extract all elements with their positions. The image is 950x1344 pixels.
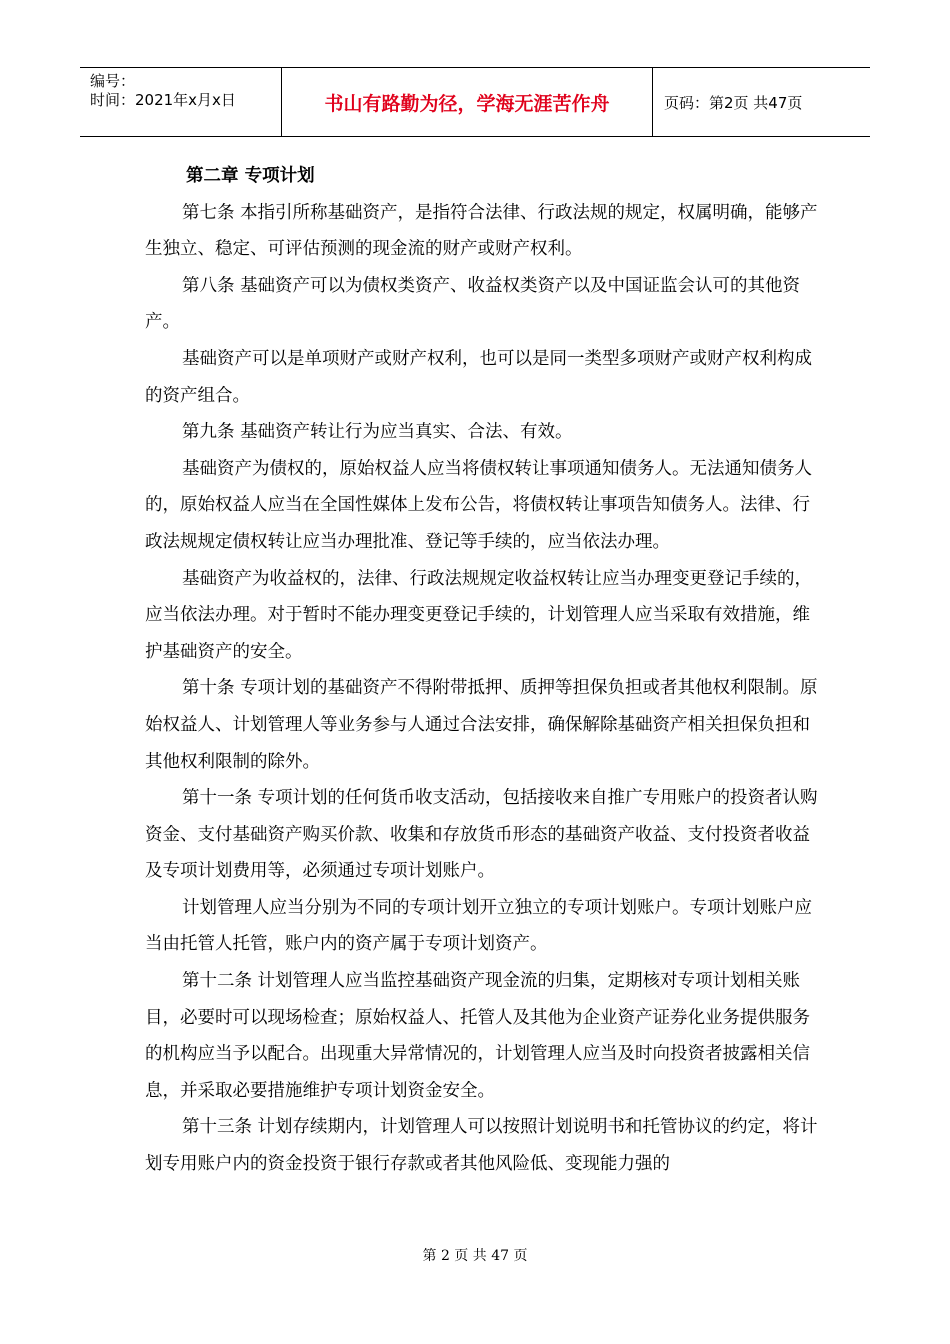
page-header — [80, 67, 870, 137]
paragraph: 计划管理人应当分别为不同的专项计划开立独立的专项计划账户。专项计划账户应当由托管人托管，账户内的资产属于专项计划资产。 — [145, 897, 812, 955]
paragraph: 第八条 基础资产可以为债权类资产、收益权类资产以及中国证监会认可的其他资产。 — [145, 275, 801, 333]
paragraph: 基础资产为收益权的，法律、行政法规规定收益权转让应当办理变更登记手续的，应当依法办理。对于暂时不能办理变更登记手续的，计划管理人应当采取有效措施，维护基础资产的安全。 — [145, 568, 812, 662]
paragraph: 第十二条 计划管理人应当监控基础资产现金流的归集，定期核对专项计划相关账目，必要时可以现场检查；原始权益人、托管人及其他为企业资产证券化业务提供服务的机构应当予以配合。出现重大异常情况的，计划管理人应当及时向投资者披露相关信息，并采取必要措施维护专项计划资金安全。 — [145, 971, 810, 1101]
document-number-label: 编号： — [90, 72, 136, 90]
paragraph: 第七条 本指引所称基础资产，是指符合法律、行政法规的规定，权属明确，能够产生独立、稳定、可评估预测的现金流的财产或财产权利。 — [145, 202, 818, 260]
paragraph: 基础资产可以是单项财产或财产权利，也可以是同一类型多项财产或财产权利构成的资产组合。 — [145, 348, 812, 406]
paragraph: 基础资产为债权的，原始权益人应当将债权转让事项通知债务人。无法通知债务人的，原始权益人应当在全国性媒体上发布公告，将债权转让事项告知债务人。法律、行政法规规定债权转让应当办理批准、登记等手续的，应当依法办理。 — [145, 458, 812, 552]
header-page-info: 页码：第2页 共47页 — [664, 93, 803, 112]
chapter-title: 第二章 专项计划 — [186, 166, 315, 186]
paragraph: 第十一条 专项计划的任何货币收支活动，包括接收来自推广专用账户的投资者认购资金、支付基础资产购买价款、收集和存放货币形态的基础资产收益、支付投资者收益及专项计划费用等，必须通过专项计划账户。 — [145, 788, 818, 882]
document-time-label: 时间：2021年x月x日 — [90, 91, 236, 109]
document-body — [145, 158, 825, 1183]
paragraph: 第十条 专项计划的基础资产不得附带抵押、质押等担保负担或者其他权利限制。原始权益人、计划管理人等业务参与人通过合法安排，确保解除基础资产相关担保负担和其他权利限制的除外。 — [145, 678, 818, 772]
paragraph: 第十三条 计划存续期内，计划管理人可以按照计划说明书和托管协议的约定，将计划专用账户内的资金投资于银行存款或者其他风险低、变现能力强的 — [145, 1117, 818, 1175]
header-meta-cell — [80, 68, 282, 136]
header-motto: 书山有路勤为径，学海无涯苦作舟 — [282, 68, 653, 136]
page-footer: 第 2 页 共 47 页 — [422, 1248, 528, 1264]
paragraph: 第九条 基础资产转让行为应当真实、合法、有效。 — [182, 422, 573, 443]
